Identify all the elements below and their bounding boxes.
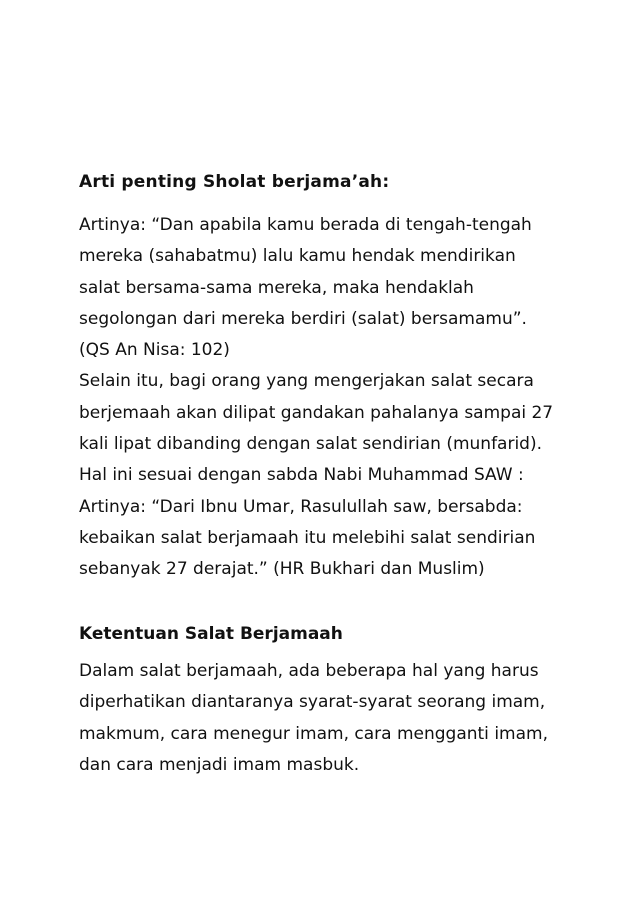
text-line: sebanyak 27 derajat.” (HR Bukhari dan Muslim) xyxy=(79,559,485,580)
text-line: makmum, cara menegur imam, cara mengganti imam, xyxy=(79,723,548,744)
paragraph-arti-penting xyxy=(79,210,624,586)
text-line: mereka (sahabatmu) lalu kamu hendak mendirikan xyxy=(79,246,516,267)
text-line: salat bersama-sama mereka, maka hendaklah xyxy=(79,277,474,298)
text-line: Artinya: “Dan apabila kamu berada di tengah-tengah xyxy=(79,215,532,235)
text-line: kali lipat dibanding dengan salat sendirian (munfarid). xyxy=(79,434,543,455)
paragraph-ketentuan xyxy=(79,656,624,781)
text-line: kebaikan salat berjamaah itu melebihi salat sendirian xyxy=(79,527,536,548)
text-line: dan cara menjadi imam masbuk. xyxy=(79,754,360,775)
text-line: diperhatikan diantaranya syarat-syarat seorang imam, xyxy=(79,692,546,713)
text-line: Selain itu, bagi orang yang mengerjakan salat secara xyxy=(79,371,534,392)
text-line: segolongan dari mereka berdiri (salat) bersamamu”. xyxy=(79,308,527,329)
section-heading-arti-penting: Arti penting Sholat berjama’ah: xyxy=(79,172,390,192)
text-line: Dalam salat berjamaah, ada beberapa hal yang harus xyxy=(79,661,539,681)
section-heading-ketentuan: Ketentuan Salat Berjamaah xyxy=(79,624,343,644)
text-line: Artinya: “Dari Ibnu Umar, Rasulullah saw, bersabda: xyxy=(79,496,523,517)
text-line: Hal ini sesuai dengan sabda Nabi Muhammad SAW : xyxy=(79,465,524,486)
text-line: berjemaah akan dilipat gandakan pahalanya sampai 27 xyxy=(79,402,554,423)
text-line: (QS An Nisa: 102) xyxy=(79,340,230,361)
